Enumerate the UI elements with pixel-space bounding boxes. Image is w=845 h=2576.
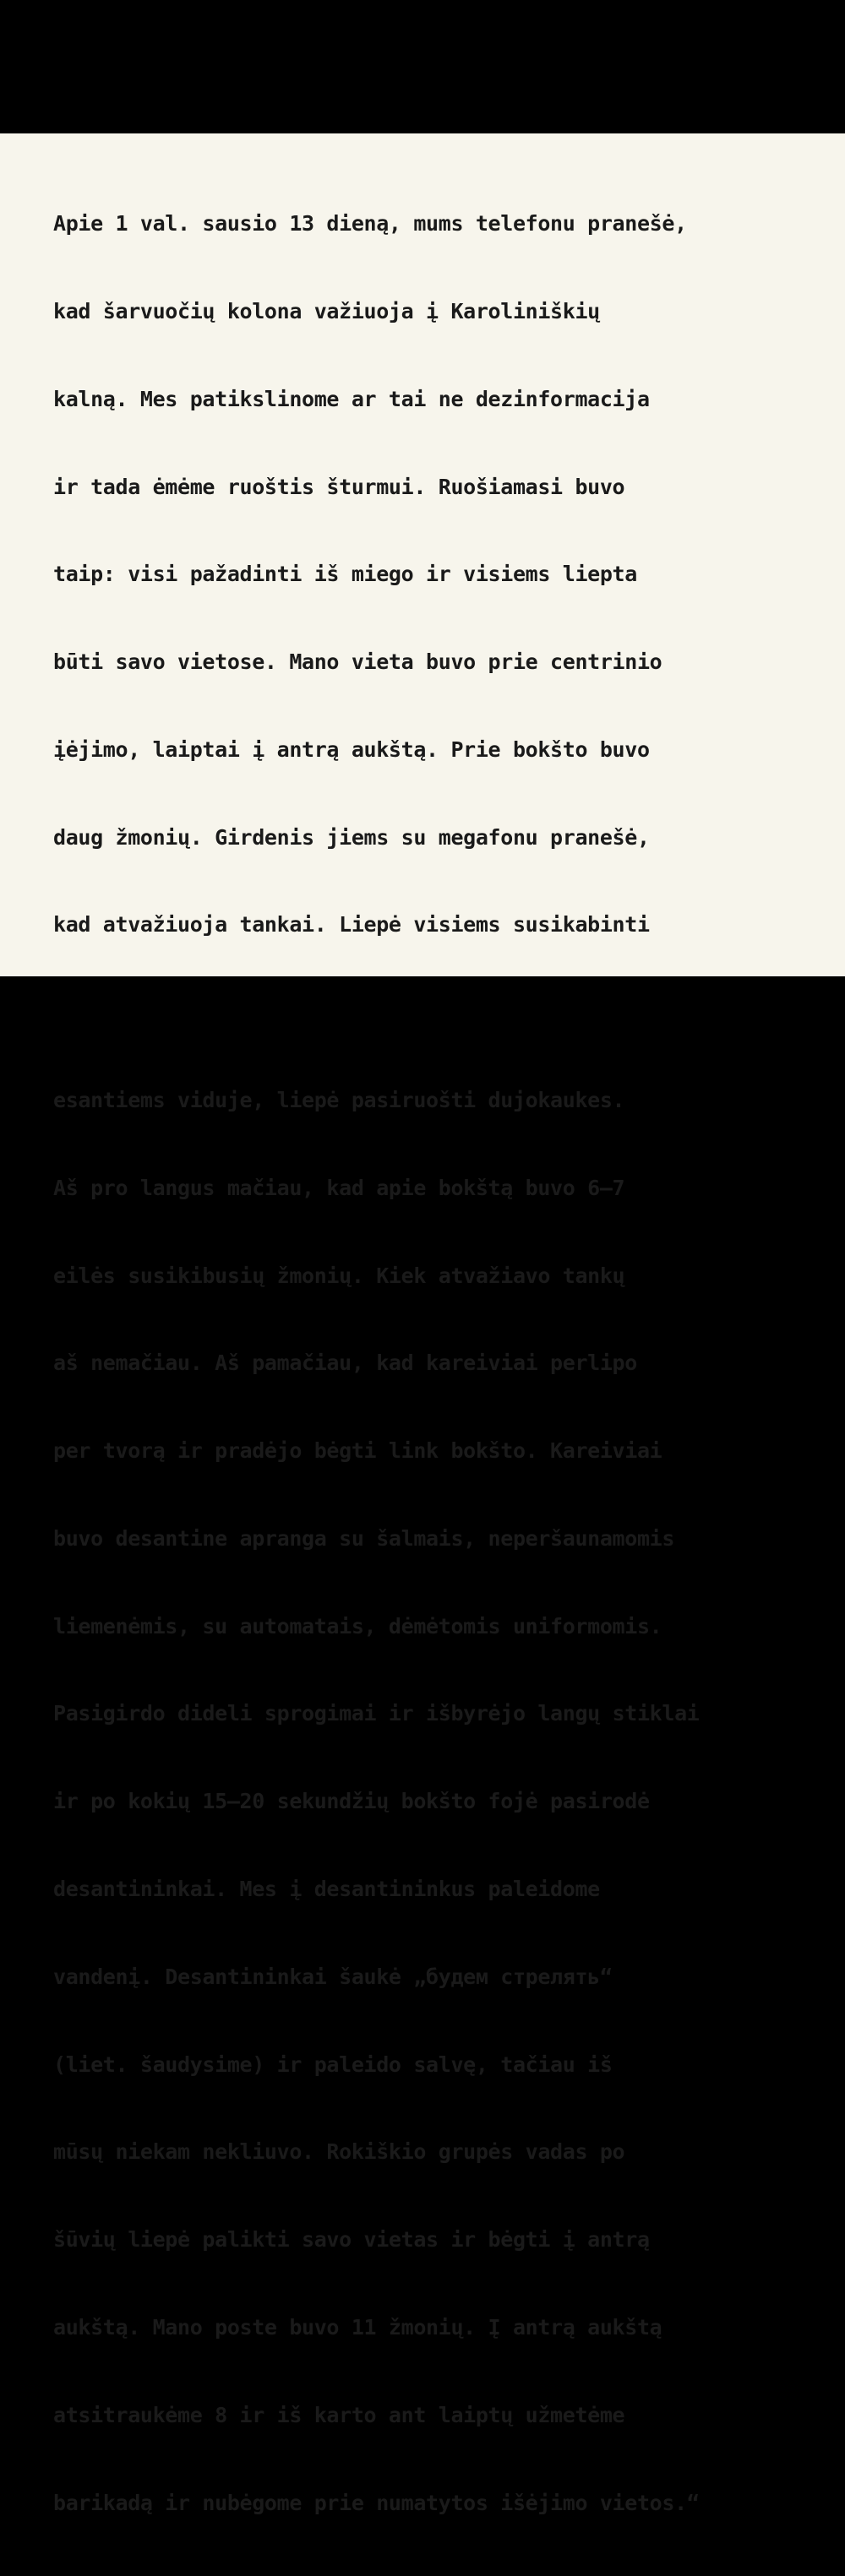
text-line: Aš pro langus mačiau, kad apie bokštą buvo 6–7 xyxy=(53,1175,625,1200)
text-line: Apie 1 val. sausio 13 dieną, mums telefonu pranešė, xyxy=(53,211,687,236)
text-line: per tvorą ir pradėjo bėgti link bokšto. Kareiviai xyxy=(53,1438,662,1464)
top-black-band xyxy=(0,0,845,133)
text-line: būti savo vietose. Mano vieta buvo prie centrinio xyxy=(53,649,662,675)
text-line: Pasigirdo dideli sprogimai ir išbyrėjo langų stiklai xyxy=(53,1701,700,1726)
document-page xyxy=(0,133,845,2515)
text-line: daug žmonių. Girdenis jiems su megafonu pranešė, xyxy=(53,824,650,850)
text-line: aš nemačiau. Aš pamačiau, kad kareiviai perlipo xyxy=(53,1350,637,1376)
text-line: desantininkai. Mes į desantininkus paleidome xyxy=(53,1877,600,1902)
text-line: buvo desantine apranga su šalmais, neperšaunamomis xyxy=(53,1525,675,1551)
text-line: liemenėmis, su automatais, dėmėtomis uniformomis. xyxy=(53,1613,662,1639)
text-line: aukštą. Mano poste buvo 11 žmonių. Į antrą aukštą xyxy=(53,2314,662,2340)
text-line: esantiems viduje, liepė pasiruošti dujokaukes. xyxy=(53,1088,625,1112)
text-line: vandenį. Desantininkai šaukė „будем стрелять“ xyxy=(53,1964,613,1989)
text-line: kalną. Mes patikslinome ar tai ne dezinformacija xyxy=(53,386,650,411)
text-line: įėjimo, laiptai į antrą aukštą. Prie bokšto buvo xyxy=(53,736,650,762)
text-line: kad atvažiuoja tankai. Liepė visiems susikabinti xyxy=(53,912,650,937)
text-line: ir po kokių 15–20 sekundžių bokšto fojė pasirodė xyxy=(53,1789,650,1814)
text-line: mūsų niekam nekliuvo. Rokiškio grupės vadas po xyxy=(53,2139,625,2165)
text-line: (liet. šaudysime) ir paleido salvę, tačiau iš xyxy=(53,2052,613,2077)
text-line: barikadą ir nubėgome prie numatytos išėjimo vietos.“ xyxy=(53,2490,700,2515)
bottom-black-band xyxy=(0,976,845,1072)
text-line: ir tada ėmėme ruoštis šturmui. Ruošiamasi buvo xyxy=(53,474,625,499)
text-line: šūvių liepė palikti savo vietas ir bėgti į antrą xyxy=(53,2227,650,2253)
text-line: eilės susikibusių žmonių. Kiek atvažiavo tankų xyxy=(53,1263,625,1288)
text-line: taip: visi pažadinti iš miego ir visiems liepta xyxy=(53,562,637,587)
text-line: atsitraukėme 8 ir iš karto ant laiptų užmetėme xyxy=(53,2402,625,2427)
text-line: kad šarvuočių kolona važiuoja į Karoliniškių xyxy=(53,298,600,323)
document-text xyxy=(53,151,831,2576)
